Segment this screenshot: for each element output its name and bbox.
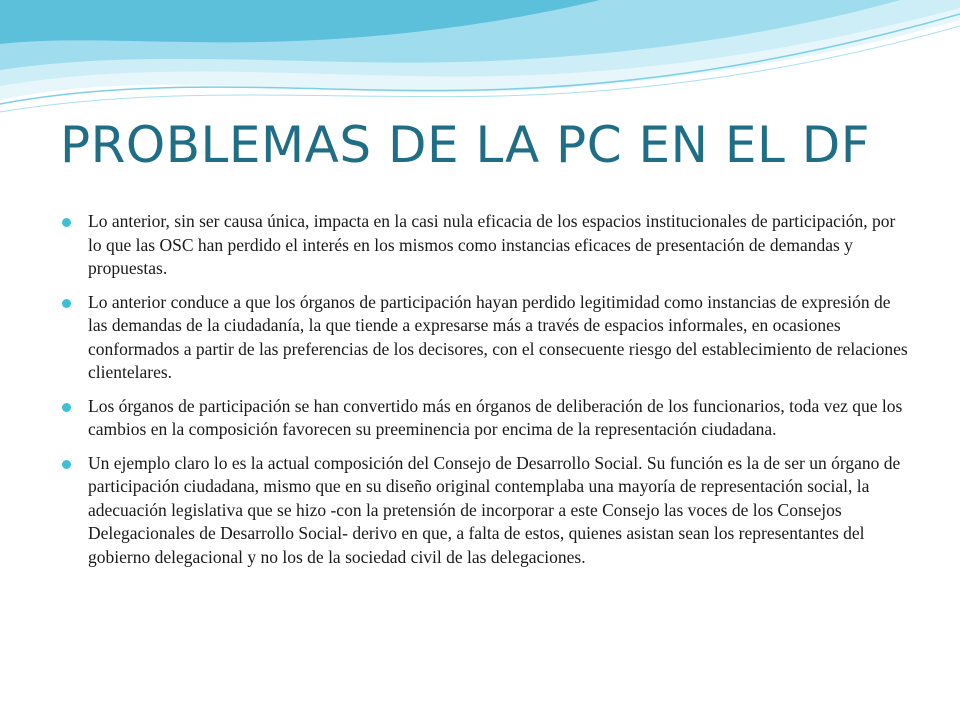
bullet-list [62,210,912,579]
bullet-text: Lo anterior conduce a que los órganos de participación hayan perdido legitimidad como instancias de expresión de las demandas de la ciudadanía, la que tiende a expresarse más a través de espacios informales, en ocasiones conformados a partir de las preferencias de los decisores, con el consecuente riesgo del establecimiento de relaciones clientelares. [88,291,908,382]
page-title: PROBLEMAS DE LA PC EN EL DF [60,116,871,174]
bullet-item [62,395,912,442]
bullet-item [62,452,912,570]
bullet-item [62,291,912,385]
bullet-text: Lo anterior, sin ser causa única, impacta en la casi nula eficacia de los espacios institucionales de participación, por lo que las OSC han perdido el interés en los mismos como instancias eficaces de presentación de demandas y propuestas. [88,211,896,278]
bullet-dot-icon [62,218,71,227]
wave-decoration [0,0,960,130]
bullet-text: Los órganos de participación se han convertido más en órganos de deliberación de los funcionarios, toda vez que los cambios en la composición favorecen su preeminencia por encima de la representación ciudadana. [88,395,903,439]
bullet-dot-icon [62,460,71,469]
bullet-dot-icon [62,403,71,412]
bullet-item [62,210,912,281]
bullet-text: Un ejemplo claro lo es la actual composición del Consejo de Desarrollo Social. Su función es la de ser un órgano de participación ciudadana, mismo que en su diseño original contemplaba una mayoría de representación social, la adecuación legislativa que se hizo -con la pretensión de incorporar a este Consejo las voces de los Consejos Delegacionales de Desarrollo Social- derivo en que, a falta de estos, quienes asistan sean los representantes del gobierno delegacional y no los de la sociedad civil de las delegaciones. [88,452,901,567]
bullet-dot-icon [62,299,71,308]
